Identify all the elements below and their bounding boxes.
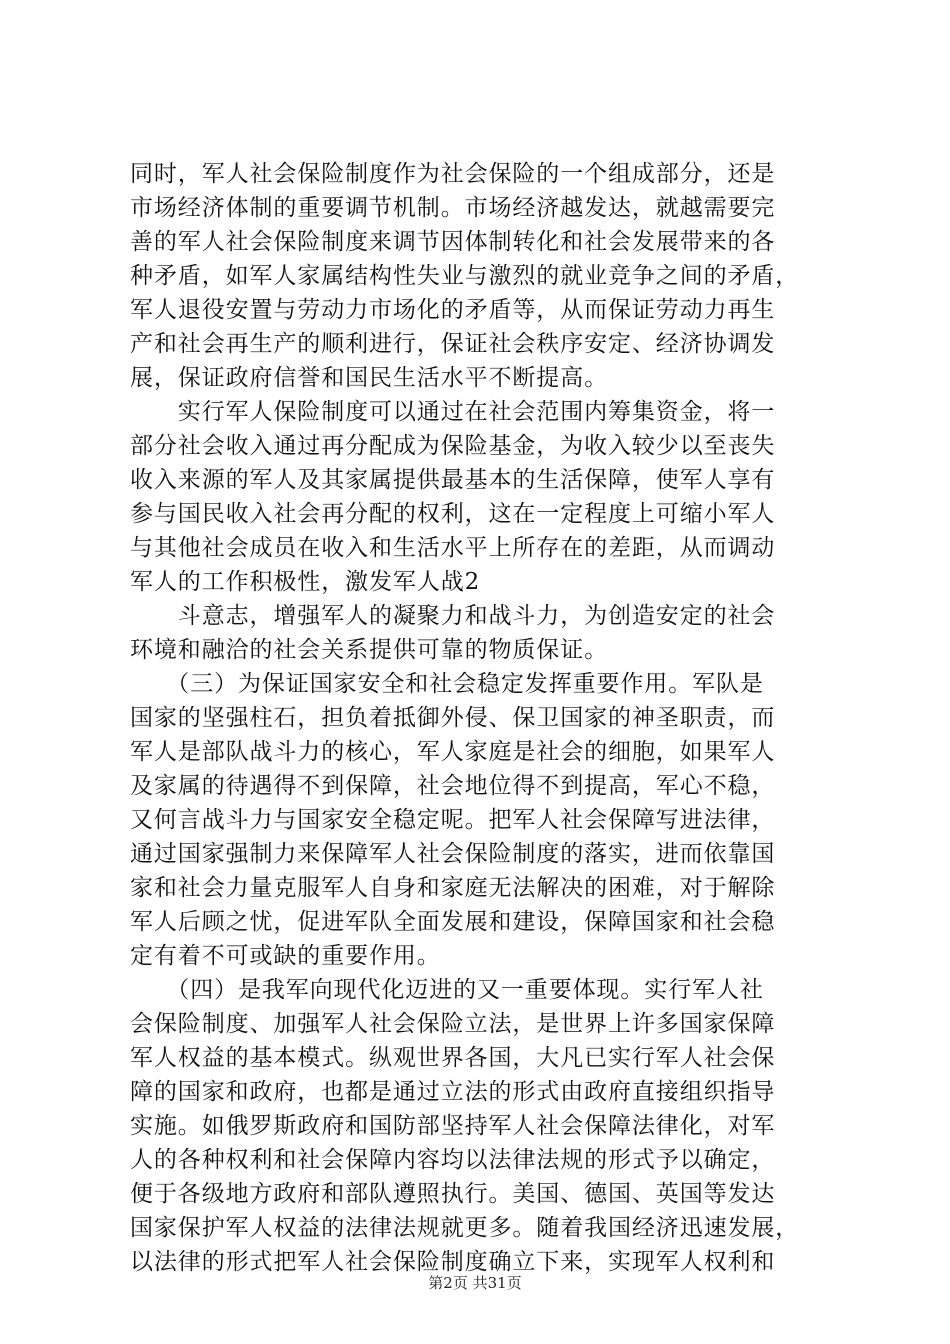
text-line: 军人权益的基本模式。纵观世界各国，大凡已实行军人社会保 xyxy=(130,1045,776,1071)
text-line: 同时，军人社会保险制度作为社会保险的一个组成部分，还是 xyxy=(130,161,776,187)
text-line: 军人是部队战斗力的核心，军人家庭是社会的细胞，如果军人 xyxy=(130,739,776,765)
text-line: 又何言战斗力与国家安全稳定呢。把军人社会保障写进法律， xyxy=(130,807,776,833)
text-line: 环境和融洽的社会关系提供可靠的物质保证。 xyxy=(130,637,608,663)
text-line: 便于各级地方政府和部队遵照执行。美国、德国、英国等发达 xyxy=(130,1181,776,1207)
text-line: 展，保证政府信誉和国民生活水平不断提高。 xyxy=(130,365,608,391)
text-line: 及家属的待遇得不到保障，社会地位得不到提高，军心不稳， xyxy=(130,773,776,799)
text-line: 军人的工作积极性，激发军人战2 xyxy=(130,569,481,595)
text-line: 斗意志，增强军人的凝聚力和战斗力，为创造安定的社会 xyxy=(130,603,776,629)
text-line: 通过国家强制力来保障军人社会保险制度的落实，进而依靠国 xyxy=(130,841,776,867)
text-line: 军人退役安置与劳动力市场化的矛盾等，从而保证劳动力再生 xyxy=(130,297,776,323)
text-line: 国家的坚强柱石，担负着抵御外侵、保卫国家的神圣职责，而 xyxy=(130,705,776,731)
text-line: 与其他社会成员在收入和生活水平上所存在的差距，从而调动 xyxy=(130,535,776,561)
text-line: 国家保护军人权益的法律法规就更多。随着我国经济迅速发展， xyxy=(130,1215,800,1241)
text-line: 会保险制度、加强军人社会保险立法，是世界上许多国家保障 xyxy=(130,1011,776,1037)
text-line: 军人后顾之忧，促进军队全面发展和建设，保障国家和社会稳 xyxy=(130,909,776,935)
text-line: 善的军人社会保险制度来调节因体制转化和社会发展带来的各 xyxy=(130,229,776,255)
page-number: 第2页 共31页 xyxy=(428,1274,522,1292)
page-footer xyxy=(0,1273,950,1293)
text-line: （三）为保证国家安全和社会稳定发挥重要作用。军队是 xyxy=(130,671,764,697)
text-line: 人的各种权利和社会保障内容均以法律法规的形式予以确定， xyxy=(130,1147,776,1173)
text-line: 家和社会力量克服军人自身和家庭无法解决的困难，对于解除 xyxy=(130,875,776,901)
text-line: 收入来源的军人及其家属提供最基本的生活保障，使军人享有 xyxy=(130,467,776,493)
text-line: 定有着不可或缺的重要作用。 xyxy=(130,943,441,969)
text-line: 部分社会收入通过再分配成为保险基金，为收入较少以至丧失 xyxy=(130,433,776,459)
text-line: 产和社会再生产的顺利进行，保证社会秩序安定、经济协调发 xyxy=(130,331,776,357)
text-line: 种矛盾，如军人家属结构性失业与激烈的就业竞争之间的矛盾， xyxy=(130,263,800,289)
text-line: 障的国家和政府，也都是通过立法的形式由政府直接组织指导 xyxy=(130,1079,776,1105)
text-line: （四）是我军向现代化迈进的又一重要体现。实行军人社 xyxy=(130,977,764,1003)
text-line: 参与国民收入社会再分配的权利，这在一定程度上可缩小军人 xyxy=(130,501,776,527)
text-line: 实行军人保险制度可以通过在社会范围内筹集资金，将一 xyxy=(130,399,776,425)
text-line: 以法律的形式把军人社会保险制度确立下来，实现军人权利和 xyxy=(130,1249,776,1275)
text-line: 实施。如俄罗斯政府和国防部坚持军人社会保障法律化，对军 xyxy=(130,1113,776,1139)
body-text xyxy=(130,157,830,1279)
text-line: 市场经济体制的重要调节机制。市场经济越发达，就越需要完 xyxy=(130,195,776,221)
